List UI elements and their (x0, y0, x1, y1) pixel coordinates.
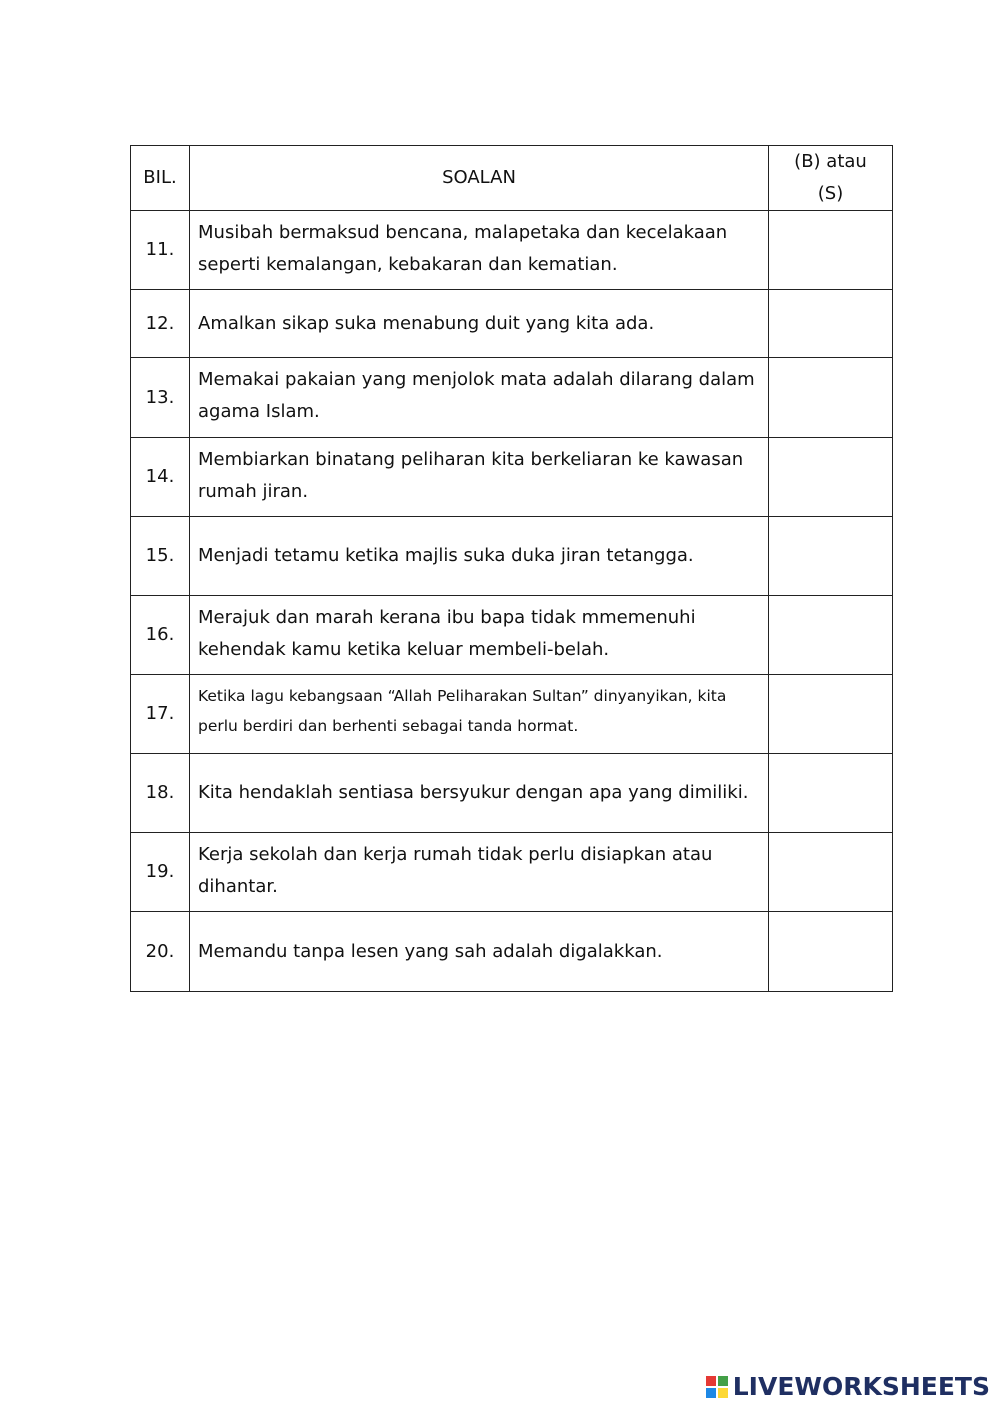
question-row-15 (131, 517, 893, 596)
question-row-11 (131, 211, 893, 290)
question-text: Menjadi tetamu ketika majlis suka duka jiran tetangga. (190, 517, 769, 596)
quiz-table (130, 145, 893, 992)
header-answer-line2: (S) (817, 183, 844, 204)
question-row-17 (131, 675, 893, 754)
answer-input-15[interactable] (769, 544, 892, 567)
answer-input-12[interactable] (769, 312, 892, 335)
answer-input-18[interactable] (769, 781, 892, 804)
header-soalan: SOALAN (190, 146, 769, 211)
answer-cell[interactable] (769, 912, 893, 992)
question-text: Merajuk dan marah kerana ibu bapa tidak mmemenuhi kehendak kamu ketika keluar membeli-belah. (190, 596, 769, 675)
question-number: 14. (131, 438, 190, 517)
header-answer-line1: (B) atau (794, 151, 867, 172)
question-text: Ketika lagu kebangsaan “Allah Peliharakan Sultan” dinyanyikan, kita perlu berdiri dan berhenti sebagai tanda hormat. (190, 675, 769, 754)
question-text: Kita hendaklah sentiasa bersyukur dengan apa yang dimiliki. (190, 754, 769, 833)
answer-cell[interactable] (769, 833, 893, 912)
header-bil: BIL. (131, 146, 190, 211)
question-text: Memakai pakaian yang menjolok mata adalah dilarang dalam agama Islam. (190, 358, 769, 438)
answer-cell[interactable] (769, 675, 893, 754)
answer-input-11[interactable] (769, 238, 892, 261)
question-text: Amalkan sikap suka menabung duit yang kita ada. (190, 290, 769, 358)
answer-cell[interactable] (769, 358, 893, 438)
question-number: 16. (131, 596, 190, 675)
question-row-14 (131, 438, 893, 517)
answer-input-13[interactable] (769, 386, 892, 409)
liveworksheets-logo (706, 1372, 990, 1401)
question-text: Kerja sekolah dan kerja rumah tidak perlu disiapkan atau dihantar. (190, 833, 769, 912)
question-row-12 (131, 290, 893, 358)
header-row (131, 146, 893, 211)
logo-text: LIVEWORKSHEETS (732, 1372, 990, 1401)
question-row-13 (131, 358, 893, 438)
answer-cell[interactable] (769, 754, 893, 833)
question-row-19 (131, 833, 893, 912)
answer-cell[interactable] (769, 517, 893, 596)
answer-cell[interactable] (769, 290, 893, 358)
question-number: 17. (131, 675, 190, 754)
question-number: 19. (131, 833, 190, 912)
answer-cell[interactable] (769, 438, 893, 517)
answer-input-16[interactable] (769, 623, 892, 646)
question-number: 15. (131, 517, 190, 596)
answer-cell[interactable] (769, 596, 893, 675)
question-row-18 (131, 754, 893, 833)
question-row-20 (131, 912, 893, 992)
answer-input-19[interactable] (769, 860, 892, 883)
header-answer (769, 146, 893, 211)
question-text: Membiarkan binatang peliharan kita berkeliaran ke kawasan rumah jiran. (190, 438, 769, 517)
question-number: 18. (131, 754, 190, 833)
question-row-16 (131, 596, 893, 675)
question-number: 11. (131, 211, 190, 290)
question-number: 13. (131, 358, 190, 438)
answer-input-14[interactable] (769, 465, 892, 488)
answer-cell[interactable] (769, 211, 893, 290)
question-text: Memandu tanpa lesen yang sah adalah digalakkan. (190, 912, 769, 992)
question-number: 20. (131, 912, 190, 992)
answer-input-17[interactable] (769, 702, 892, 725)
question-number: 12. (131, 290, 190, 358)
question-text: Musibah bermaksud bencana, malapetaka dan kecelakaan seperti kemalangan, kebakaran dan kematian. (190, 211, 769, 290)
answer-input-20[interactable] (769, 940, 892, 963)
logo-icon (706, 1376, 728, 1398)
